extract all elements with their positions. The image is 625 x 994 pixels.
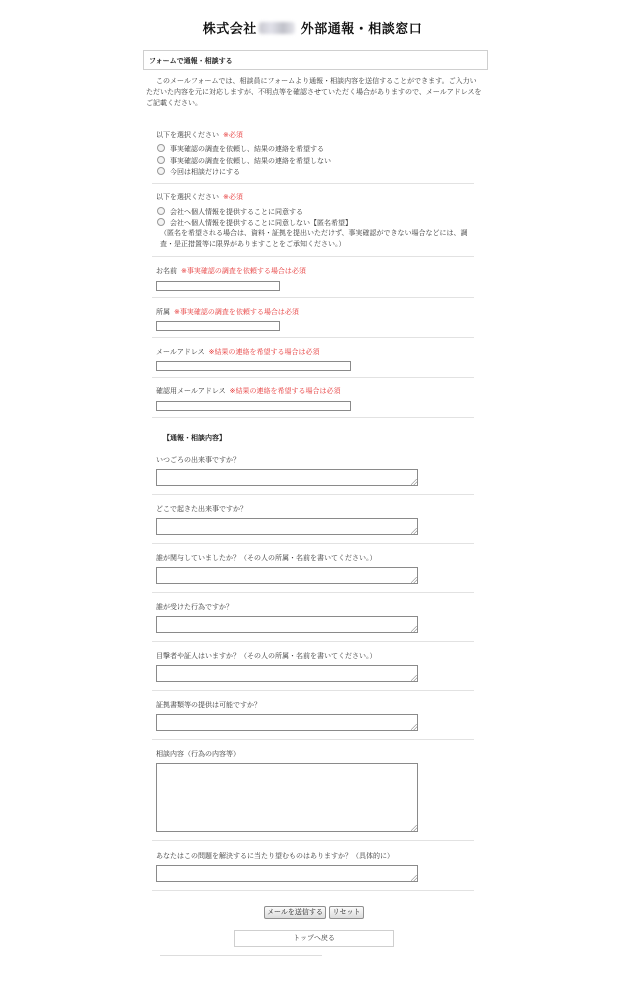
- affiliation-label: 所属 ※事実確認の調査を依頼する場合は必須: [156, 308, 299, 316]
- divider: [152, 739, 474, 740]
- resize-grip-icon[interactable]: [411, 626, 417, 632]
- email-confirm-label: 確認用メールアドレス ※結果の連絡を希望する場合は必須: [156, 387, 341, 395]
- title-prefix: 株式会社: [202, 22, 257, 37]
- required-mark: ※結果の連絡を希望する場合は必須: [229, 387, 341, 395]
- name-label: お名前 ※事実確認の調査を依頼する場合は必須: [156, 267, 306, 275]
- required-mark: ※事実確認の調査を依頼する場合は必須: [174, 308, 299, 316]
- redacted-company-name: [259, 22, 295, 34]
- divider: [152, 690, 474, 691]
- involved-textarea[interactable]: [156, 567, 418, 584]
- resize-grip-icon[interactable]: [411, 528, 417, 534]
- q1-option-3[interactable]: 今回は相談だけにする: [157, 167, 240, 177]
- radio-button[interactable]: [157, 207, 165, 215]
- divider: [152, 494, 474, 495]
- q1-option-2[interactable]: 事実確認の調査を依頼し、結果の連絡を希望しない: [157, 156, 331, 166]
- divider: [152, 256, 474, 257]
- name-input[interactable]: [156, 281, 280, 291]
- where-textarea[interactable]: [156, 518, 418, 535]
- radio-button[interactable]: [157, 156, 165, 164]
- radio-button[interactable]: [157, 218, 165, 226]
- question-victim-label: 誰が受けた行為ですか？: [156, 603, 233, 611]
- witness-textarea[interactable]: [156, 665, 418, 682]
- form-intro: このメールフォームでは、相談員にフォームより通報・相談内容を送信することができます。ご入力いただいた内容を元に対応しますが、不明点等を確認させていただく場合がありますので、メールアドレスをご記載ください。: [146, 77, 482, 107]
- resize-grip-icon[interactable]: [411, 675, 417, 681]
- question-witness-label: 目撃者や証人はいますか？（その人の所属・名前を書いてください。）: [156, 652, 377, 660]
- resize-grip-icon[interactable]: [411, 577, 417, 583]
- divider: [152, 337, 474, 338]
- anonymity-note: （匿名を希望される場合は、資料・証拠を提出いただけず、事実確認ができない場合などには、調査・是正措置等に限界がありますことをご承知ください。）: [160, 229, 468, 248]
- required-mark: ※結果の連絡を希望する場合は必須: [208, 348, 320, 356]
- resize-grip-icon[interactable]: [411, 479, 417, 485]
- radio-button[interactable]: [157, 144, 165, 152]
- divider: [152, 840, 474, 841]
- email-label: メールアドレス ※結果の連絡を希望する場合は必須: [156, 348, 320, 356]
- details-textarea[interactable]: [156, 763, 418, 832]
- q1-option-1[interactable]: 事実確認の調査を依頼し、結果の連絡を希望する: [157, 144, 324, 154]
- divider: [152, 377, 474, 378]
- page-title: [0, 18, 625, 37]
- divider: [152, 297, 474, 298]
- question-evidence-label: 証拠書類等の提供は可能ですか？: [156, 701, 261, 709]
- victim-textarea[interactable]: [156, 616, 418, 633]
- divider: [152, 543, 474, 544]
- content-section-title: 【通報・相談内容】: [163, 434, 226, 442]
- divider: [152, 641, 474, 642]
- required-mark: ※事実確認の調査を依頼する場合は必須: [181, 267, 306, 275]
- resize-grip-icon[interactable]: [411, 875, 417, 881]
- required-mark: ※必須: [223, 131, 243, 139]
- divider: [152, 890, 474, 891]
- when-textarea[interactable]: [156, 469, 418, 486]
- title-suffix: 外部通報・相談窓口: [300, 22, 423, 37]
- divider: [152, 417, 474, 418]
- email-input[interactable]: [156, 361, 351, 371]
- submit-button[interactable]: メールを送信する: [264, 906, 326, 919]
- resize-grip-icon[interactable]: [411, 724, 417, 730]
- radio-button[interactable]: [157, 167, 165, 175]
- q1-label: 以下を選択ください ※必須: [156, 131, 243, 139]
- resolution-textarea[interactable]: [156, 865, 418, 882]
- affiliation-input[interactable]: [156, 321, 280, 331]
- evidence-textarea[interactable]: [156, 714, 418, 731]
- divider: [152, 592, 474, 593]
- question-where-label: どこで起きた出来事ですか？: [156, 505, 247, 513]
- email-confirm-input[interactable]: [156, 401, 351, 411]
- q2-label: 以下を選択ください ※必須: [156, 193, 243, 201]
- q2-option-2[interactable]: 会社へ個人情報を提供することに同意しない【匿名希望】: [157, 218, 352, 228]
- form-header: フォームで通報・相談する: [143, 50, 488, 70]
- divider: [152, 183, 474, 184]
- question-resolution-label: あなたはこの問題を解決するに当たり望むものはありますか？（具体的に）: [156, 852, 394, 860]
- reset-button[interactable]: リセット: [329, 906, 364, 919]
- question-involved-label: 誰が関与していましたか？（その人の所属・名前を書いてください。）: [156, 554, 377, 562]
- q2-option-1[interactable]: 会社へ個人情報を提供することに同意する: [157, 207, 303, 217]
- back-to-top-link[interactable]: トップへ戻る: [234, 930, 394, 947]
- resize-grip-icon[interactable]: [411, 825, 417, 831]
- required-mark: ※必須: [223, 193, 243, 201]
- question-details-label: 相談内容（行為の内容等）: [156, 750, 240, 758]
- question-when-label: いつごろの出来事ですか？: [156, 456, 240, 464]
- divider: [160, 955, 322, 956]
